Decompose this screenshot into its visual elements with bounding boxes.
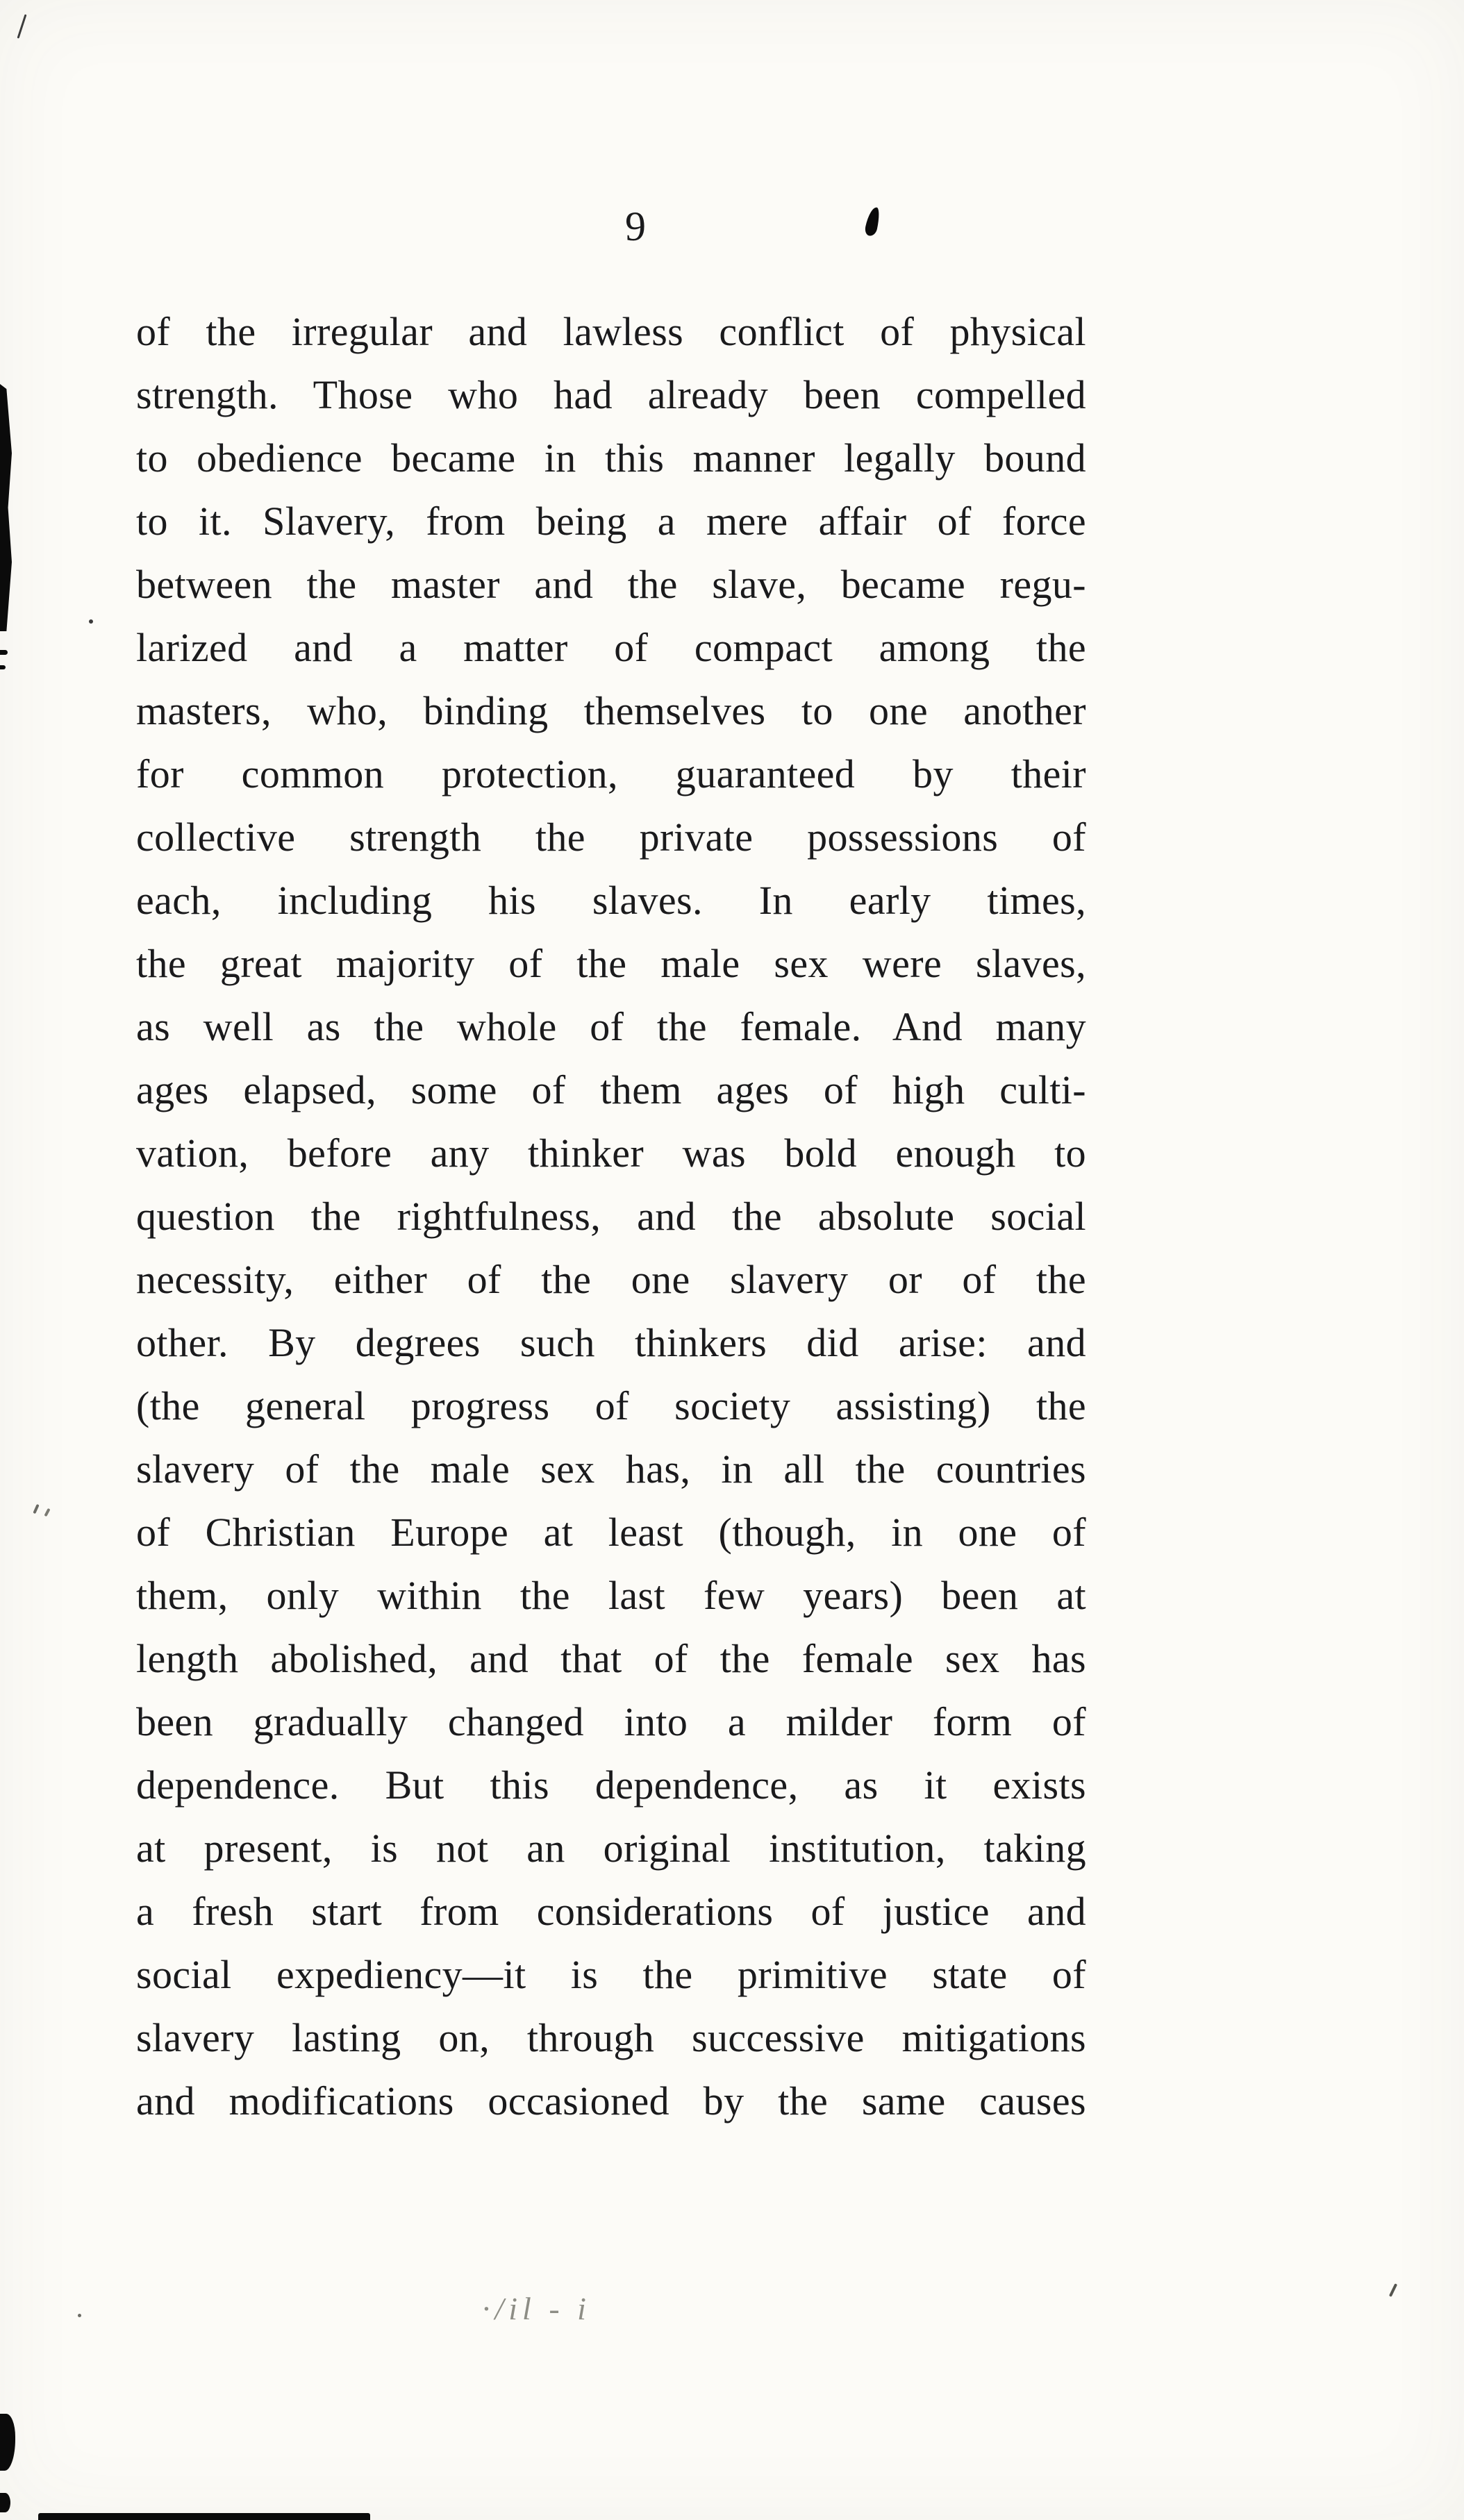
paragraph (136, 300, 1086, 2133)
text-line: each, including his slaves. In early times, (136, 878, 1086, 923)
binding-ink-dash (0, 665, 6, 669)
text-line: necessity, either of the one slavery or of the (136, 1257, 1086, 1302)
text-line: collective strength the private possessions of (136, 815, 1086, 860)
text-line: of Christian Europe at least (though, in one of (136, 1510, 1086, 1555)
text-line: strength. Those who had already been compelled (136, 372, 1086, 417)
margin-smudge (33, 1504, 39, 1514)
margin-smudge (1389, 2283, 1397, 2297)
text-line: ages elapsed, some of them ages of high culti- (136, 1067, 1086, 1112)
text-line: to it. Slavery, from being a mere affair of force (136, 499, 1086, 544)
text-line: masters, who, binding themselves to one another (136, 688, 1086, 733)
text-line: vation, before any thinker was bold enough to (136, 1130, 1086, 1176)
scan-edge-blob (0, 2493, 10, 2512)
text-line: and modifications occasioned by the same causes (136, 2078, 1086, 2123)
text-line: question the rightfulness, and the absolute social (136, 1194, 1086, 1239)
text-line: length abolished, and that of the female sex has (136, 1636, 1086, 1681)
text-line: slavery of the male sex has, in all the countries (136, 1446, 1086, 1492)
text-line: at present, is not an original institution, taking (136, 1826, 1086, 1871)
text-line: them, only within the last few years) been at (136, 1573, 1086, 1618)
text-line: (the general progress of society assisting) the (136, 1383, 1086, 1428)
handwritten-note: ·/il - i (482, 2291, 591, 2326)
text-line: for common protection, guaranteed by their (136, 751, 1086, 796)
text-line: a fresh start from considerations of justice and (136, 1889, 1086, 1934)
stray-dot (89, 619, 93, 624)
ink-blot (864, 206, 881, 237)
text-line: to obedience became in this manner legally bound (136, 435, 1086, 481)
text-line: social expediency—it is the primitive state of (136, 1952, 1086, 1997)
text-line: dependence. But this dependence, as it exists (136, 1762, 1086, 1808)
scan-edge-blob (0, 2414, 15, 2471)
text-line: between the master and the slave, became regu- (136, 562, 1086, 607)
text-line: as well as the whole of the female. And many (136, 1004, 1086, 1049)
stray-pen-mark (17, 14, 27, 38)
stray-dot (78, 2314, 81, 2317)
page-number: 9 (625, 203, 646, 249)
text-line: of the irregular and lawless conflict of physical (136, 309, 1086, 354)
margin-smudge (44, 1508, 50, 1517)
text-line: the great majority of the male sex were slaves, (136, 941, 1086, 986)
text-line: other. By degrees such thinkers did arise: and (136, 1320, 1086, 1365)
text-line: slavery lasting on, through successive mitigations (136, 2015, 1086, 2060)
scan-edge-bar (38, 2513, 370, 2520)
binding-ink-dash (0, 650, 8, 655)
text-line: larized and a matter of compact among the (136, 625, 1086, 670)
text-line: been gradually changed into a milder form of (136, 1699, 1086, 1744)
binding-ink-streak (0, 384, 12, 631)
